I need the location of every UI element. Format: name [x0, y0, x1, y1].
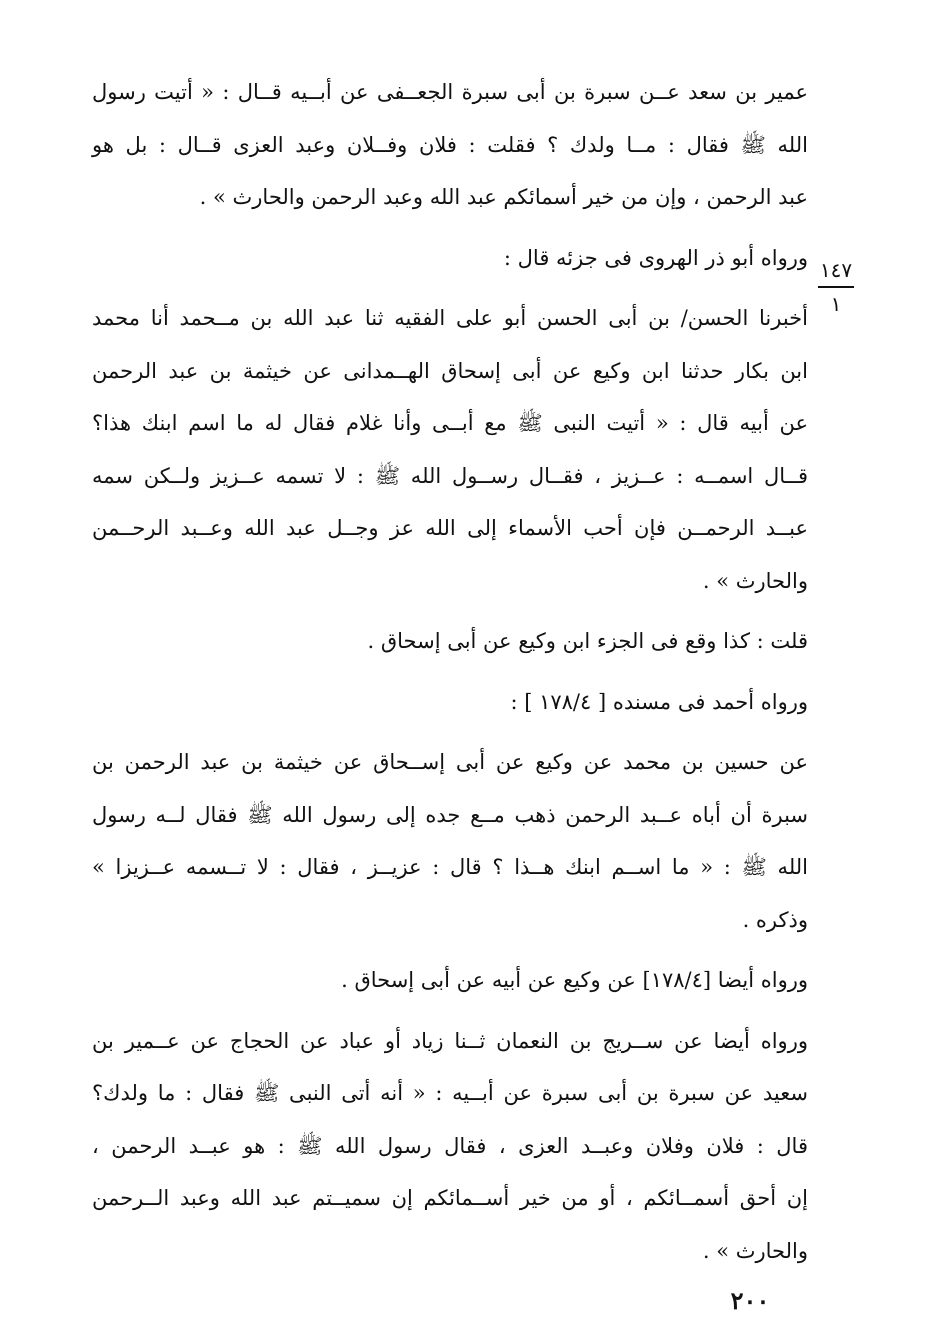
text-line: ورواه أيضا [١٧٨/٤] عن وكيع عن أبيه عن أبى إسحاق .	[341, 968, 808, 992]
text-line: قال : فلان وفلان وعبــد العزى ، فقال رسول الله ﷺ : هو عبــد الرحمن ،	[92, 1133, 808, 1158]
paragraph	[92, 615, 808, 668]
text-line: عبــد الرحمــن فإن أحب الأسماء إلى الله عز وجــل عبد الله وعــبد الرحــمن	[92, 516, 808, 540]
paragraph	[92, 292, 808, 607]
text-line: إن أحق أسمــائكم ، أو من خير أســمائكم إن سميــتم عبد الله وعبد الــرحمن	[92, 1186, 808, 1210]
margin-folio-note	[814, 258, 858, 316]
paragraph	[92, 232, 808, 285]
text-line: عن حسين بن محمد عن وكيع عن أبى إســحاق عن خيثمة بن عبد الرحمن بن	[92, 750, 808, 774]
text-line: ورواه أحمد فى مسنده [ ١٧٨/٤ ] :	[510, 689, 808, 714]
margin-note-bottom: ١	[830, 292, 842, 316]
paragraph	[92, 66, 808, 224]
body-text	[92, 66, 808, 1285]
paragraph	[92, 736, 808, 946]
paragraph	[92, 954, 808, 1007]
margin-note-divider	[818, 286, 854, 288]
paragraph	[92, 1015, 808, 1278]
text-line: سعيد عن سبرة بن أبى سبرة عن أبــيه : « أنه أتى النبى ﷺ فقال : ما ولدك؟	[92, 1081, 808, 1105]
text-line: قــال اسمــه : عــزيز ، فقــال رســول الله ﷺ : لا تسمه عــزيز ولــكن سمه	[92, 463, 808, 488]
margin-note-top: ١٤٧	[819, 258, 853, 282]
text-line: عن أبيه قال : « أتيت النبى ﷺ مع أبــى وأنا غلام فقال له ما اسم ابنك هذا؟	[92, 411, 808, 435]
text-line: ورواه أبو ذر الهروى فى جزئه قال :	[503, 245, 808, 270]
text-line: وذكره .	[742, 907, 808, 932]
paragraph	[92, 676, 808, 729]
text-line: الله ﷺ فقال : مــا ولدك ؟ فقلت : فلان وفــلان وعبد العزى قــال : بل هو	[92, 132, 808, 157]
text-line: قلت : كذا وقع فى الجزء ابن وكيع عن أبى إسحاق .	[367, 629, 808, 653]
text-line: والحارث » .	[702, 1238, 808, 1263]
text-line: أخبرنا الحسن/ بن أبى الحسن أبو على الفقيه ثنا عبد الله بن مــحمد أنا محمد	[92, 306, 808, 330]
text-line: عبد الرحمن ، وإن من خير أسمائكم عبد الله وعبد الرحمن والحارث » .	[199, 185, 808, 209]
text-line: سبرة أن أباه عــبد الرحمن ذهب مــع جده إلى رسول الله ﷺ فقال لــه رسول	[92, 802, 808, 827]
page-number: ٢٠٠	[730, 1286, 770, 1315]
text-line: والحارث » .	[702, 568, 808, 593]
text-line: ورواه أيضا عن ســريج بن النعمان ثــنا زياد أو عباد عن الحجاج عن عــمير بن	[92, 1028, 808, 1053]
text-line: عمير بن سعد عــن سبرة بن أبى سبرة الجعــفى عن أبــيه قــال : « أتيت رسول	[92, 80, 808, 104]
text-line: ابن بكار حدثنا ابن وكيع عن أبى إسحاق الهــمدانى عن خيثمة بن عبد الرحمن	[92, 358, 808, 383]
text-line: الله ﷺ : « ما اســم ابنك هــذا ؟ قال : عزيــز ، فقال : لا تــسمه عــزيزا »	[92, 855, 808, 879]
